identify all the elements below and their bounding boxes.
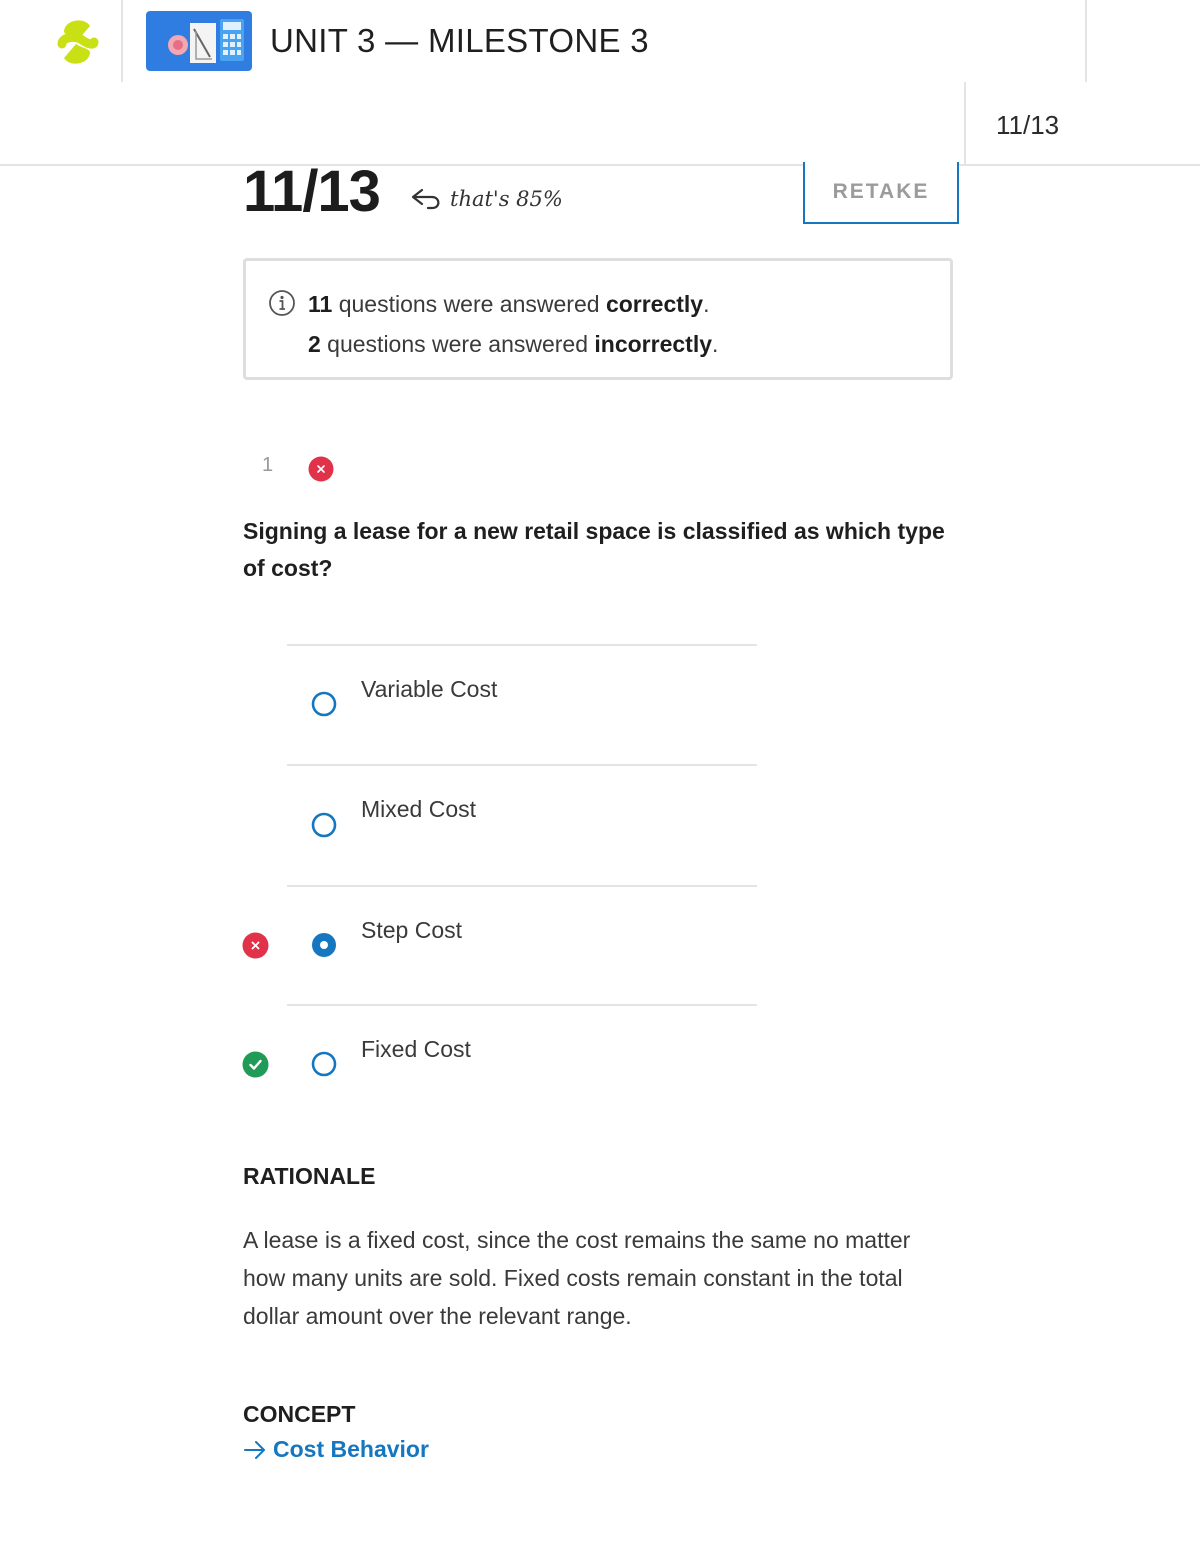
curved-arrow-icon xyxy=(410,186,444,212)
sophia-logo-icon[interactable] xyxy=(54,14,100,70)
correct-answer-icon xyxy=(242,1051,269,1078)
incorrect-period: . xyxy=(712,331,719,357)
incorrect-word: incorrectly xyxy=(594,331,713,357)
header-divider-right xyxy=(1085,0,1087,82)
option-label-mixed-cost[interactable]: Mixed Cost xyxy=(361,796,477,822)
correct-text: questions were answered xyxy=(332,291,606,317)
correct-period: . xyxy=(703,291,710,317)
retake-button[interactable]: RETAKE xyxy=(803,162,959,224)
correct-count: 11 xyxy=(308,291,333,317)
results-summary xyxy=(243,258,953,380)
info-icon xyxy=(268,289,296,317)
rationale-heading: RATIONALE xyxy=(243,1163,376,1189)
summary-incorrect-line xyxy=(308,331,718,358)
score-percent-note xyxy=(410,182,563,216)
radio-option-mixed-cost[interactable] xyxy=(311,812,337,838)
option-divider xyxy=(287,764,757,766)
incorrect-answer-icon xyxy=(242,932,269,959)
option-label-step-cost[interactable]: Step Cost xyxy=(361,917,462,943)
incorrect-count: 2 xyxy=(308,331,321,357)
correct-word: correctly xyxy=(605,291,704,317)
page-title: UNIT 3 — MILESTONE 3 xyxy=(270,22,649,59)
concept-link[interactable] xyxy=(243,1436,429,1463)
top-header xyxy=(0,0,1200,82)
question-text: Signing a lease for a new retail space is classified as which type of cost? xyxy=(243,518,945,581)
option-label-variable-cost[interactable]: Variable Cost xyxy=(361,676,498,702)
radio-option-variable-cost[interactable] xyxy=(311,691,337,717)
incorrect-status-icon xyxy=(308,456,334,482)
concept-link-label[interactable]: Cost Behavior xyxy=(273,1436,429,1462)
summary-correct-line xyxy=(308,291,710,318)
rationale-text: A lease is a fixed cost, since the cost remains the same no matter how many units are sold. Fixed costs remain constant in the total dollar amount over the relevant range. xyxy=(243,1227,911,1329)
question-number: 1 xyxy=(262,454,274,476)
incorrect-text: questions were answered xyxy=(320,331,595,357)
arrow-right-icon xyxy=(243,1440,267,1460)
progress-counter: 11/13 xyxy=(996,110,1060,140)
score-percent-text: that's 85% xyxy=(450,187,563,211)
unit-thumbnail-icon xyxy=(146,11,252,71)
progress-divider xyxy=(964,82,966,164)
score-value: 11/13 xyxy=(243,159,380,224)
radio-option-fixed-cost[interactable] xyxy=(311,1051,337,1077)
radio-option-step-cost[interactable] xyxy=(311,932,337,958)
option-divider xyxy=(287,885,757,887)
concept-heading: CONCEPT xyxy=(243,1401,356,1427)
option-label-fixed-cost[interactable]: Fixed Cost xyxy=(361,1036,471,1062)
option-divider xyxy=(287,1004,757,1006)
header-divider xyxy=(121,0,123,82)
option-divider xyxy=(287,644,757,646)
